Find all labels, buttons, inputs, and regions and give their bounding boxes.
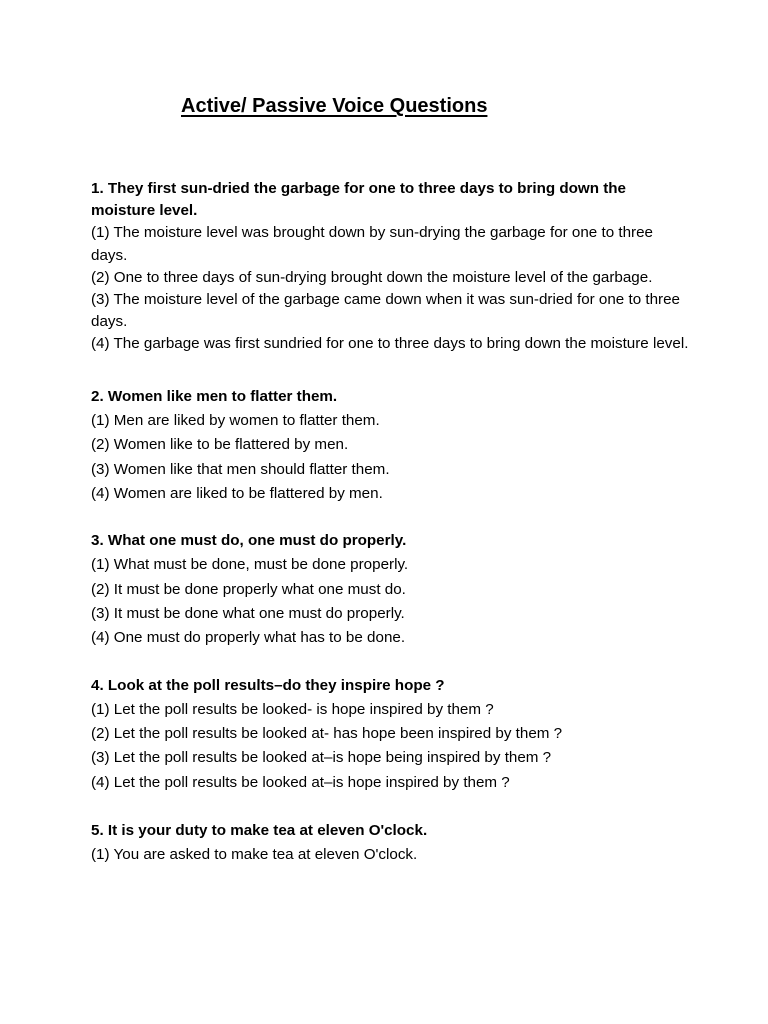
question-1-option-1: (1) The moisture level was brought down by sun-drying the garbage for one to three days.	[91, 224, 653, 264]
question-3-option-4: (4) One must do properly what has to be done.	[91, 629, 406, 647]
question-list	[91, 178, 691, 894]
question-5	[91, 819, 691, 868]
question-1-option-4: (4) The garbage was first sundried for one to three days to bring down the moisture level.	[91, 335, 689, 353]
question-4-option-1: (1) Let the poll results be looked- is hope inspired by them ?	[91, 700, 494, 718]
question-4-text: 4. Look at the poll results–do they inspire hope ?	[91, 676, 445, 694]
question-3	[91, 529, 691, 650]
question-4	[91, 674, 691, 795]
question-2-text: 2. Women like men to flatter them.	[91, 387, 338, 405]
question-2-option-4: (4) Women are liked to be flattered by men.	[91, 484, 383, 502]
question-4-option-4: (4) Let the poll results be looked at–is hope inspired by them ?	[91, 773, 510, 791]
question-3-option-2: (2) It must be done properly what one must do.	[91, 580, 406, 598]
question-1-text: 1. They first sun-dried the garbage for one to three days to bring down the moisture level.	[91, 180, 626, 220]
question-4-option-3: (3) Let the poll results be looked at–is hope being inspired by them ?	[91, 749, 552, 767]
question-2	[91, 385, 691, 506]
question-2-option-3: (3) Women like that men should flatter them.	[91, 460, 390, 478]
question-1	[91, 178, 691, 356]
question-2-option-2: (2) Women like to be flattered by men.	[91, 436, 349, 454]
question-1-option-3: (3) The moisture level of the garbage came down when it was sun-dried for one to three days.	[91, 291, 680, 331]
question-5-option-1: (1) You are asked to make tea at eleven O'clock.	[91, 846, 418, 864]
question-5-text: 5. It is your duty to make tea at eleven O'clock.	[91, 822, 428, 840]
question-3-option-3: (3) It must be done what one must do properly.	[91, 605, 405, 622]
question-3-text: 3. What one must do, one must do properly.	[91, 532, 407, 550]
page-title: Active/ Passive Voice Questions	[181, 95, 488, 117]
question-4-option-2: (2) Let the poll results be looked at- has hope been inspired by them ?	[91, 725, 563, 743]
question-1-option-2: (2) One to three days of sun-drying brought down the moisture level of the garbage.	[91, 268, 653, 286]
question-2-option-1: (1) Men are liked by women to flatter them.	[91, 411, 380, 429]
question-3-option-1: (1) What must be done, must be done properly.	[91, 556, 409, 574]
